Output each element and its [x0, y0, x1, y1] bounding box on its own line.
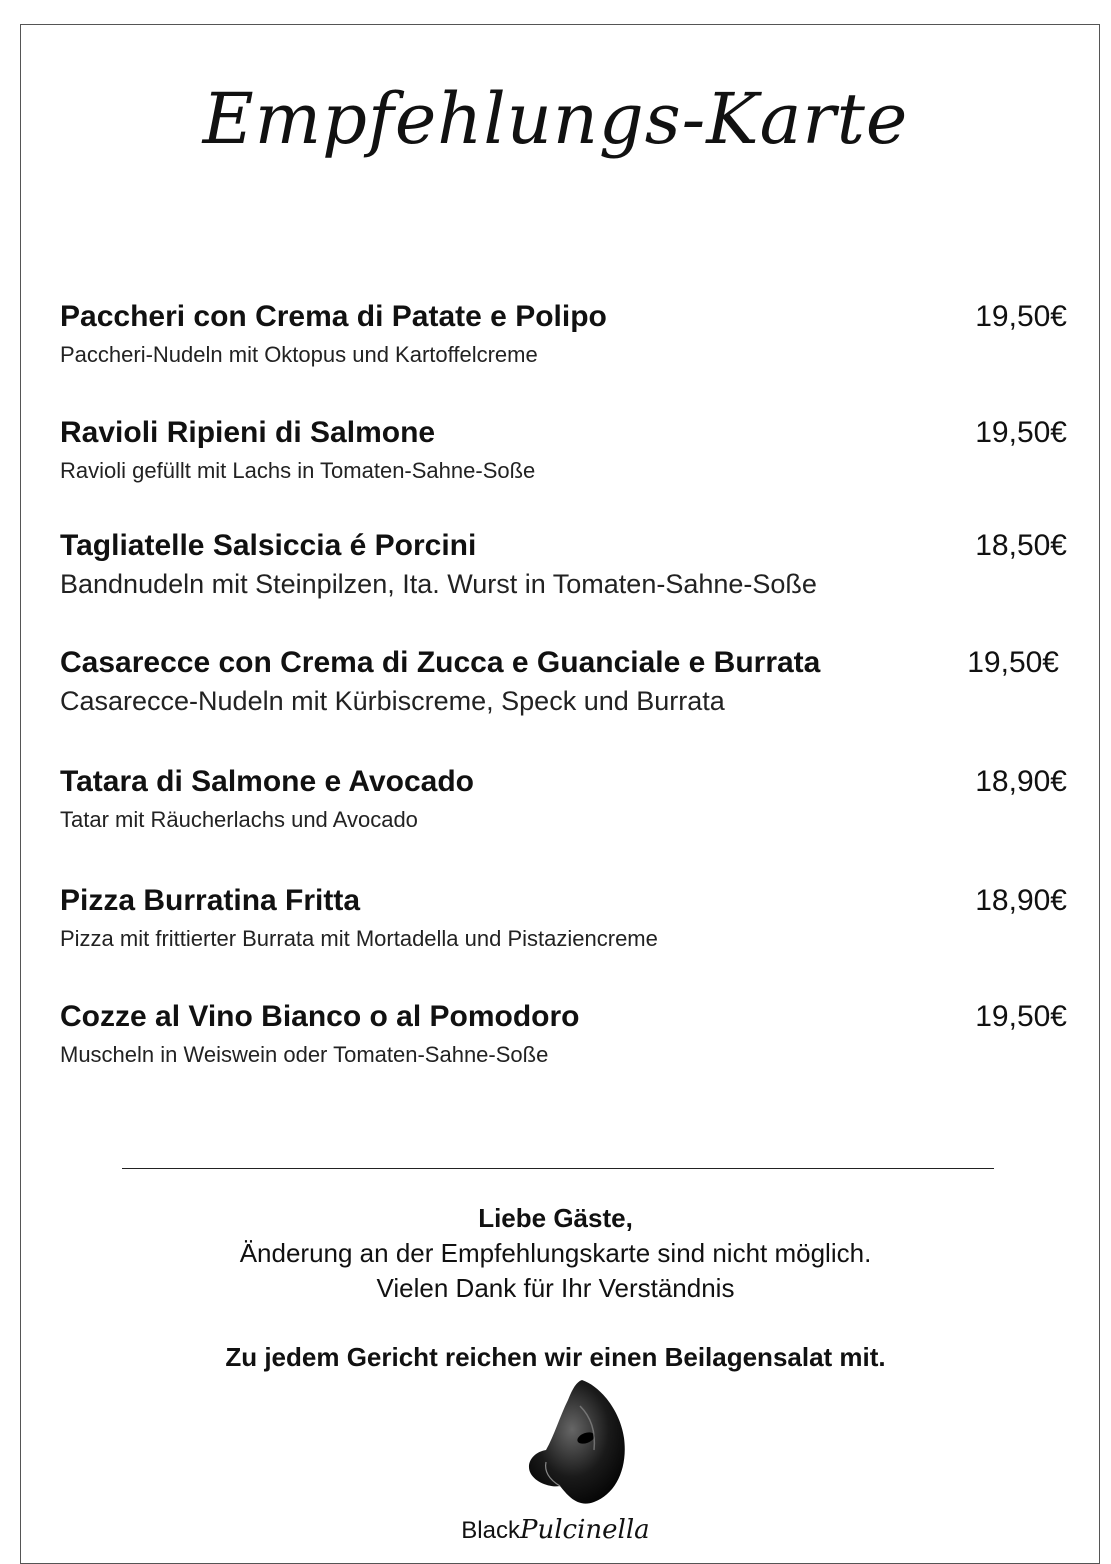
- brand-name: [0, 1515, 1111, 1545]
- menu-item: [0, 300, 1111, 380]
- menu-item: [0, 529, 1111, 609]
- dish-name: Tagliatelle Salsiccia é Porcini: [60, 529, 477, 562]
- dish-description: Bandnudeln mit Steinpilzen, Ita. Wurst in Tomaten-Sahne-Soße: [60, 569, 817, 599]
- dish-description: Muscheln in Weiswein oder Tomaten-Sahne-Soße: [60, 1042, 549, 1067]
- notice-greeting: Liebe Gäste,: [478, 1203, 633, 1233]
- menu-title: Empfehlungs-Karte: [202, 78, 909, 160]
- dish-price: 18,90€: [975, 884, 1067, 917]
- menu-item: [0, 646, 1111, 726]
- dish-name: Casarecce con Crema di Zucca e Guanciale e Burrata: [60, 646, 821, 679]
- brand-word-2: Pulcinella: [519, 1515, 650, 1545]
- dish-price: 18,90€: [975, 765, 1067, 798]
- notice-line-2: Vielen Dank für Ihr Verständnis: [376, 1273, 735, 1303]
- mask-logo-icon: [520, 1376, 640, 1512]
- dish-name: Cozze al Vino Bianco o al Pomodoro: [60, 1000, 580, 1033]
- menu-item: [0, 416, 1111, 496]
- dish-price: 18,50€: [975, 529, 1067, 562]
- dish-name: Pizza Burratina Fritta: [60, 884, 361, 917]
- dish-name: Ravioli Ripieni di Salmone: [60, 416, 436, 449]
- menu-item: [0, 884, 1111, 964]
- dish-price: 19,50€: [975, 1000, 1067, 1033]
- dish-description: Ravioli gefüllt mit Lachs in Tomaten-Sahne-Soße: [60, 458, 536, 483]
- notice-line-1: Änderung an der Empfehlungskarte sind nicht möglich.: [239, 1238, 872, 1268]
- dish-price: 19,50€: [975, 300, 1067, 333]
- menu-item: [0, 1000, 1111, 1080]
- dish-price: 19,50€: [967, 646, 1059, 679]
- dish-description: Tatar mit Räucherlachs und Avocado: [60, 807, 418, 832]
- divider: [122, 1168, 994, 1169]
- dish-name: Paccheri con Crema di Patate e Polipo: [60, 300, 607, 333]
- menu-item: [0, 765, 1111, 845]
- dish-description: Casarecce-Nudeln mit Kürbiscreme, Speck und Burrata: [60, 686, 725, 716]
- side-salad-note: Zu jedem Gericht reichen wir einen Beilagensalat mit.: [225, 1342, 886, 1372]
- dish-description: Paccheri-Nudeln mit Oktopus und Kartoffelcreme: [60, 342, 538, 367]
- dish-price: 19,50€: [975, 416, 1067, 449]
- brand-word-1: Black: [461, 1517, 520, 1544]
- dish-name: Tatara di Salmone e Avocado: [60, 765, 475, 798]
- dish-description: Pizza mit frittierter Burrata mit Mortadella und Pistaziencreme: [60, 926, 658, 951]
